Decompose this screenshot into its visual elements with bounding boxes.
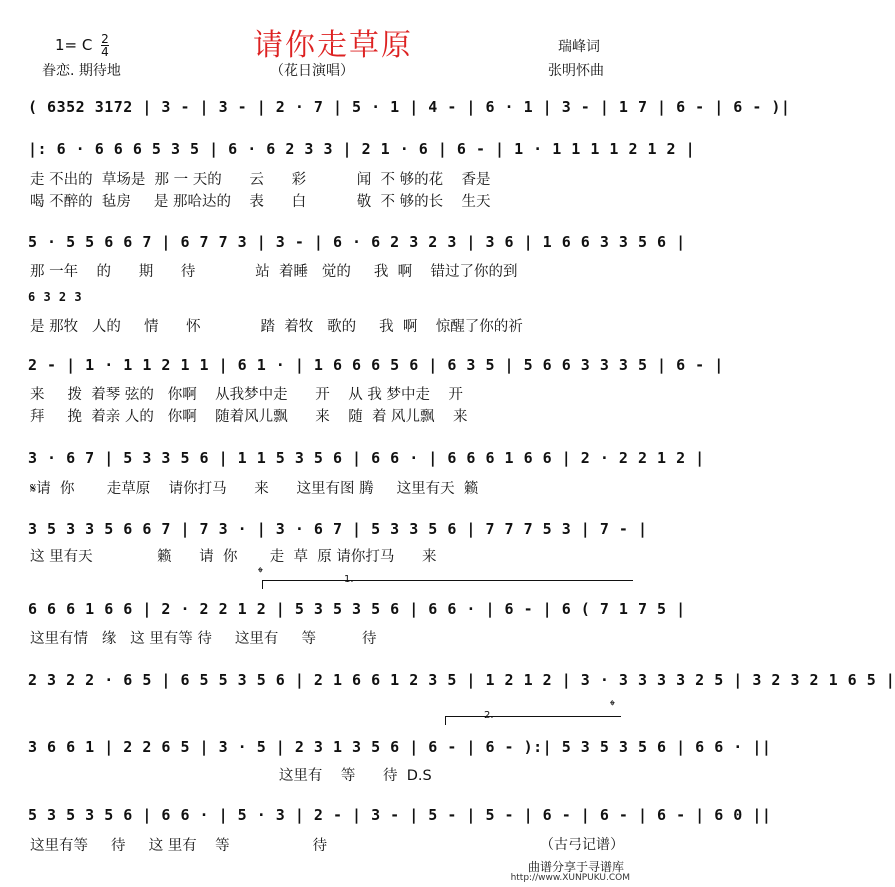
score-row-3: 5 · 5 5 6 6 7 | 6 7 7 3 | 3 - | 6 · 6 2 3 2 3 | 3 6 | 1 6 6 3 3 5 6 | <box>28 233 686 251</box>
score-row-2: |: 6 · 6 6 6 5 3 5 | 6 · 6 2 3 3 | 2 1 · 6 | 6 - | 1 · 1 1 1 1 2 1 2 | <box>28 140 696 158</box>
coda-sign-2: 𝄌 <box>610 698 615 714</box>
volta-2-label: 2. <box>484 710 494 721</box>
watermark-text: 曲谱分享于寻谱库 <box>527 860 624 874</box>
volta-2-bracket <box>445 716 621 725</box>
time-top: 2 <box>101 32 109 46</box>
lyric-line-7: 这 里有天 籁 请 你 走 草 原 请你打马 来 <box>30 549 437 565</box>
lyric-line-11: 这里有等 待 这 里有 等 待 <box>30 838 328 854</box>
score-row-5: 2 - | 1 · 1 1 2 1 1 | 6 1 · | 1 6 6 6 5 6 | 6 3 5 | 5 6 6 3 3 3 5 | 6 - | <box>28 356 724 374</box>
lyric-line-3: 那 一年 的 期 待 站 着睡 觉的 我 啊 错过了你的到 <box>30 264 518 280</box>
time-bottom: 4 <box>101 45 109 59</box>
score-row-8: 6 6 6 1 6 6 | 2 · 2 2 1 2 | 5 3 5 3 5 6 | 6 6 · | 6 - | 6 ( 7 1 7 5 | <box>28 600 686 618</box>
lyric-line-10: 这里有 等 待 D.S <box>30 768 432 784</box>
song-title: 请你走草原 <box>253 28 413 63</box>
watermark-url: http://www.XUNPUKU.COM <box>510 873 630 883</box>
key-signature <box>55 33 109 58</box>
lyric-line-4: 是 那牧 人的 情 怀 踏 着牧 歌的 我 啊 惊醒了你的祈 <box>30 319 523 335</box>
coda-sign: 𝄌 <box>258 565 263 581</box>
time-signature <box>101 33 109 58</box>
performer: （花日演唱） <box>270 63 354 79</box>
lyric-line-2a: 走 不出的 草场是 那 一 天的 云 彩 闻 不 够的花 香是 <box>30 172 491 188</box>
style-marking: 眷恋. 期待地 <box>42 63 121 79</box>
volta-1-label: 1. <box>344 574 354 585</box>
score-row-1: ( 6352 3172 | 3 - | 3 - | 2 · 7 | 5 · 1 | 4 - | 6 · 1 | 3 - | 1 7 | 6 - | 6 - )| <box>28 98 791 116</box>
lyric-line-2b: 喝 不醉的 毡房 是 那哈达的 表 白 敬 不 够的长 生天 <box>30 194 491 210</box>
composer: 张明怀曲 <box>548 63 604 79</box>
lyricist: 瑞峰词 <box>558 39 600 55</box>
score-row-10: 3 6 6 1 | 2 2 6 5 | 3 · 5 | 2 3 1 3 5 6 | 6 - | 6 - ):| 5 3 5 3 5 6 | 6 6 · || <box>28 738 772 756</box>
score-row-9: 2 3 2 2 · 6 5 | 6 5 5 3 5 6 | 2 1 6 6 1 2 3 5 | 1 2 1 2 | 3 · 3 3 3 3 2 5 | 3 2 3 2 1 6 5 | <box>28 671 895 689</box>
lyric-line-8: 这里有情 缘 这 里有等 待 这里有 等 待 <box>30 631 377 647</box>
volta-1-bracket <box>262 580 633 589</box>
key-label: 1= C <box>55 36 93 54</box>
lyric-line-5b: 拜 挽 着亲 人的 你啊 随着风儿飘 来 随 着 风儿飘 来 <box>30 409 468 425</box>
score-row-11: 5 3 5 3 5 6 | 6 6 · | 5 · 3 | 2 - | 3 - | 5 - | 5 - | 6 - | 6 - | 6 - | 6 0 || <box>28 806 772 824</box>
lyric-line-5a: 来 拨 着琴 弦的 你啊 从我梦中走 开 从 我 梦中走 开 <box>30 387 463 403</box>
score-row-6: 3 · 6 7 | 5 3 3 5 6 | 1 1 5 3 5 6 | 6 6 · | 6 6 6 1 6 6 | 2 · 2 2 1 2 | <box>28 449 705 467</box>
transcriber-note: （古弓记谱） <box>540 837 624 853</box>
lyric-line-6: 𝄋请 你 走草原 请你打马 来 这里有图 腾 这里有天 籁 <box>30 481 479 497</box>
score-row-7: 3 5 3 3 5 6 6 7 | 7 3 · | 3 · 6 7 | 5 3 3 5 6 | 7 7 7 5 3 | 7 - | <box>28 520 648 538</box>
score-row-4: 6 3 2 3 <box>28 290 83 304</box>
